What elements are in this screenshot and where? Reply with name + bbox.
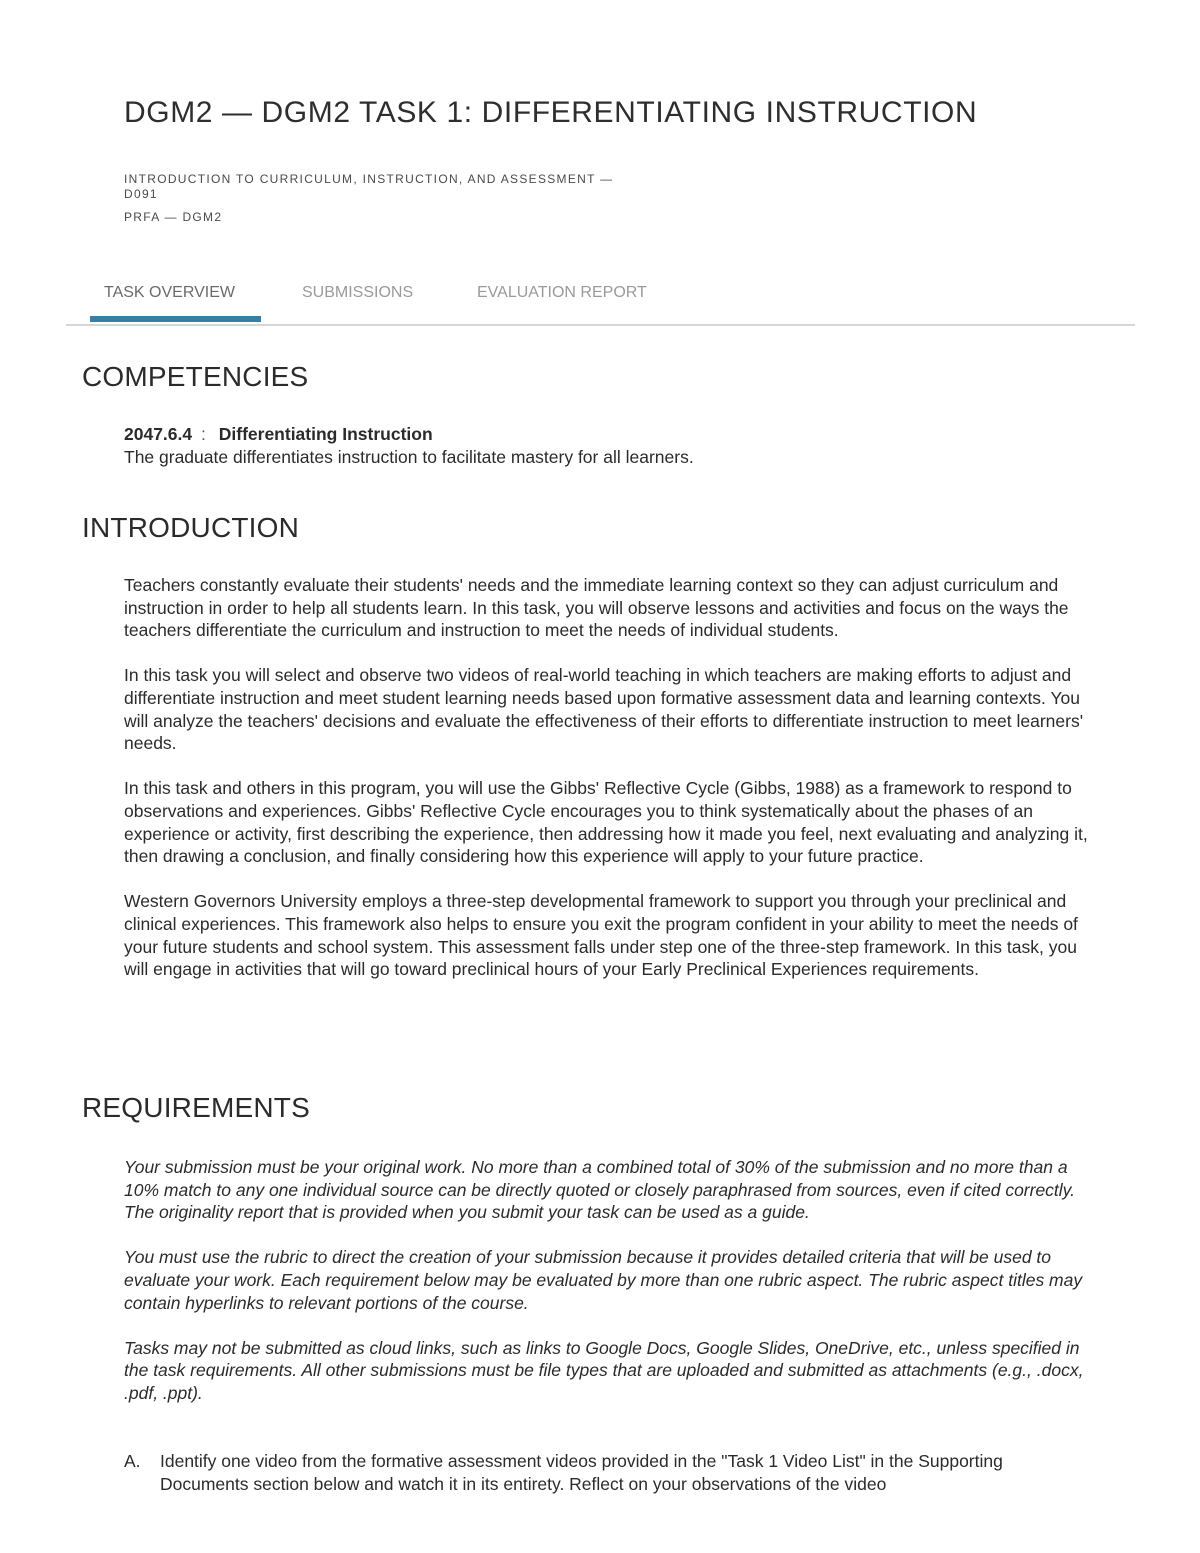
- introduction-heading: INTRODUCTION: [82, 512, 300, 543]
- tab-bar: [66, 270, 1135, 326]
- tab-task-overview[interactable]: TASK OVERVIEW: [104, 284, 235, 301]
- requirements-note: You must use the rubric to direct the creation of your submission because it provides detailed criteria that will be used to evaluate your work. Each requirement below may be evaluated by more than one rubric aspect. The rubric aspect titles may contain hyperlinks to relevant portions of the course.: [124, 1247, 1083, 1313]
- introduction-paragraph: Teachers constantly evaluate their students' needs and the immediate learning context so they can adjust curriculum and instruction in order to help all students learn. In this task, you will observe lessons and activities and focus on the ways the teachers differentiate the curriculum and instruction to meet the needs of individual students.: [124, 575, 1069, 641]
- tab-evaluation-report[interactable]: EVALUATION REPORT: [477, 284, 647, 301]
- introduction-paragraph: In this task and others in this program, you will use the Gibbs' Reflective Cycle (Gibbs, 1988) as a framework to respond to observations and experiences. Gibbs' Reflective Cycle encourages you to think systematically about the phases of an experience or activity, first describing the experience, then addressing how it made you feel, next evaluating and analyzing it, then drawing a conclusion, and finally considering how this experience will apply to your future practice.: [124, 778, 1088, 867]
- requirement-item: [124, 1450, 1090, 1495]
- competency-code: 2047.6.4: [124, 424, 193, 444]
- introduction-paragraph: Western Governors University employs a three-step developmental framework to support you through your preclinical and clinical experiences. This framework also helps to ensure you exit the program confident in your ability to meet the needs of your future students and school system. This assessment falls under step one of the three-step framework. In this task, you will engage in activities that will go toward preclinical hours of your Early Preclinical Experiences requirements.: [124, 891, 1078, 980]
- course-name: INTRODUCTION TO CURRICULUM, INSTRUCTION, AND ASSESSMENT —: [124, 172, 614, 186]
- course-info: [124, 172, 684, 225]
- page-title: DGM2 — DGM2 TASK 1: DIFFERENTIATING INSTRUCTION: [124, 96, 978, 129]
- competencies-heading: COMPETENCIES: [82, 361, 309, 392]
- requirements-notes: [124, 1156, 1090, 1427]
- competency-name: Differentiating Instruction: [218, 424, 433, 444]
- competency-item: [124, 423, 1084, 469]
- requirements-note: Tasks may not be submitted as cloud links, such as links to Google Docs, Google Slides, OneDrive, etc., unless specified in the task requirements. All other submissions must be file types that are uploaded and submitted as attachments (e.g., .docx, .pdf, .ppt).: [124, 1337, 1084, 1403]
- requirements-note: Your submission must be your original work. No more than a combined total of 30% of the submission and no more than a 10% match to any one individual source can be directly quoted or closely paraphrased from sources, even if cited correctly. The originality report that is provided when you submit your task can be used as a guide.: [124, 1157, 1075, 1223]
- competency-description: The graduate differentiates instruction to facilitate mastery for all learners.: [124, 447, 694, 467]
- requirements-list: [124, 1450, 1090, 1495]
- active-tab-indicator: [90, 316, 261, 322]
- program-code: PRFA — DGM2: [124, 210, 223, 224]
- tab-submissions[interactable]: SUBMISSIONS: [302, 284, 414, 301]
- introduction-paragraph: In this task you will select and observe two videos of real-world teaching in which teachers are making efforts to adjust and differentiate instruction and meet student learning needs based upon formative assessment data and learning contexts. You will analyze the teachers' decisions and evaluate the effectiveness of their efforts to differentiate instruction to meet learners' needs.: [124, 665, 1084, 754]
- competency-separator: :: [201, 424, 206, 444]
- requirements-heading: REQUIREMENTS: [82, 1092, 310, 1123]
- course-code: D091: [124, 187, 158, 201]
- requirement-letter: A.: [124, 1451, 141, 1471]
- requirement-text: Identify one video from the formative assessment videos provided in the "Task 1 Video List" in the Supporting Documents section below and watch it in its entirety. Reflect on your observations of the video: [160, 1451, 1003, 1494]
- introduction-body: [124, 574, 1090, 1003]
